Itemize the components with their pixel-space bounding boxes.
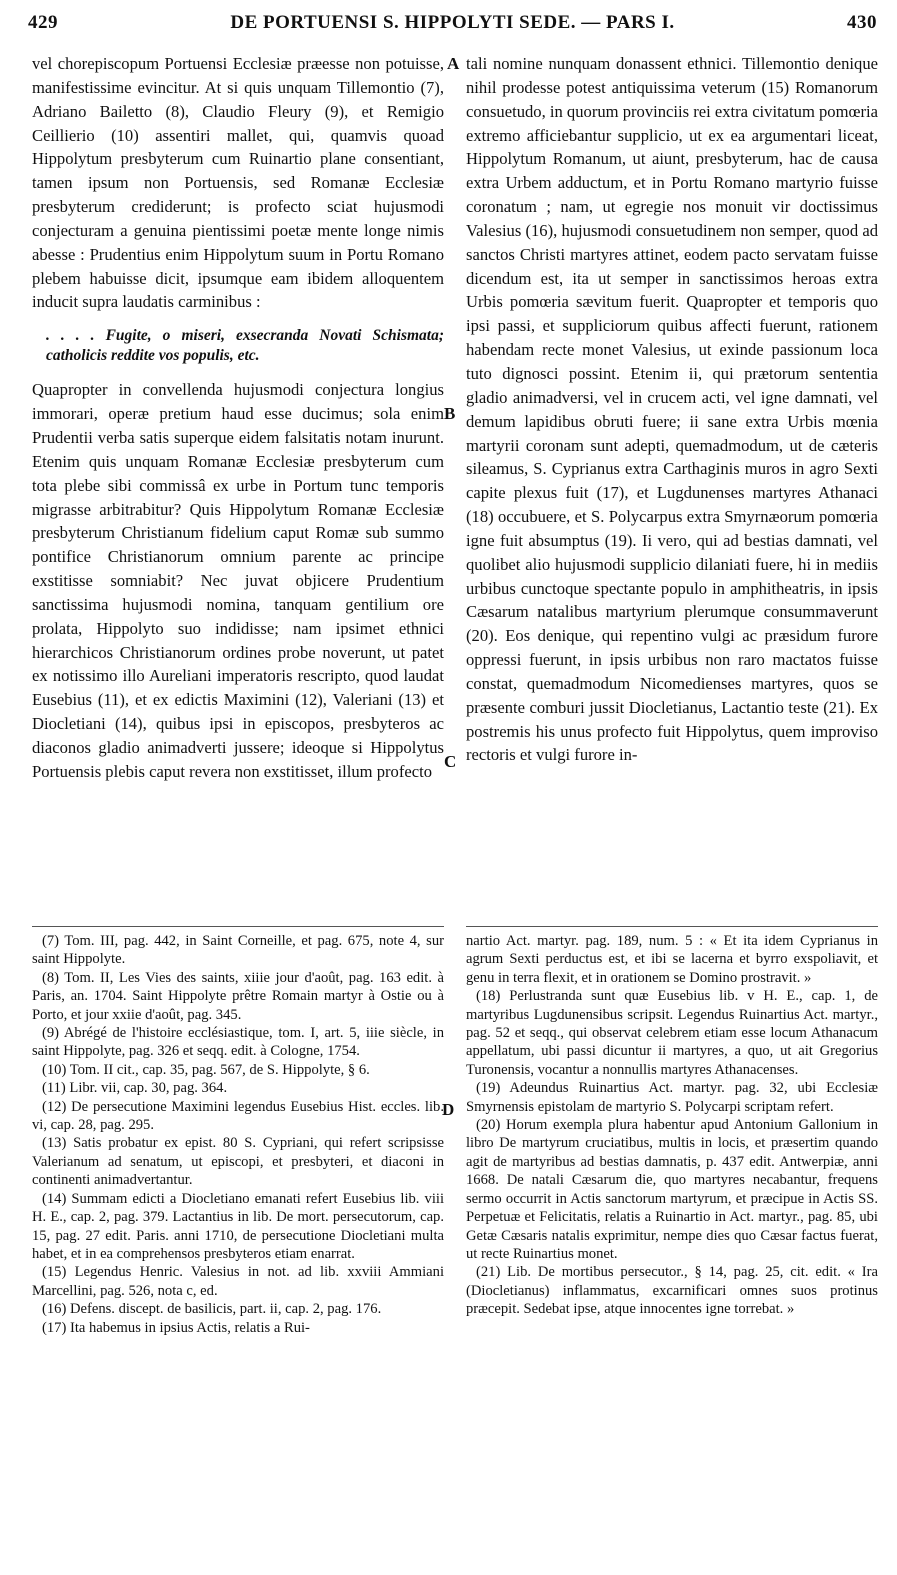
right-column [466, 52, 878, 767]
footnote-11: (11) Libr. vii, cap. 30, pag. 364. [42, 1080, 228, 1097]
right-paragraph-1: tali nomine nunquam donassent ethnici. Tillemontio denique nihil prodesse potest antiquissima veterum (15) Romanorum consuetudo, in quorum provinciis rei extra civitatum pomœria extremo afficiebantur supplicio, ut ex ea argumentari liceat, Hippolytum Romanum, ut aiunt, presbyterum, hac de causa extra Urbem adductum, et in Portu Romano martyrio fuisse coronatum ; nam, ut egregie nos monuit vir doctissimus Valesius (16), hujusmodi consuetudinem non semper, quod ad sanctos Christi martyres attinet, eodem pacto servatam fuisse dicendum est, ita ut semper in sanctissimos heroas extra Urbis pomœria sævitum fuerit. Quapropter et temporis quo ipsi passi, et suppliciorum quibus affecti fuerunt, rationem habendam recte monet Valesius, ut exinde passionum loca tuto dignosci possint. Etenim ii, qui prætorum sententia gladio animadversi, vel in crucem acti, vel igne damnati, vel demum lapidibus obruti fuere; ii sane extra Urbis mœnia martyrii coronam sunt adepti, quemadmodum, ut de cæteris sileamus, S. Cyprianus extra Carthaginis muros in agro Sexti capite plexus fuit (17), et Lugdunenses martyres Athanaci (18) occubuere, et S. Polycarpus extra Smyrnæorum pomœria igne fuit absumptus (19). Ii vero, qui ad bestias damnati, vel quolibet alio hujusmodi supplicio dilaniati fuere, hi in mediis urbibus cunctoque spectante populo in amphitheatris, in ipsis Cæsarum natalibus martyrium plerumque consummaverunt (20). Eos denique, qui repentino vulgi ac præsidum furore oppressi fuerunt, in ipsis urbibus non raro mactatos fuisse constat, quemadmodum Nicomedienses martyres, quos se præsente comburi jussit Diocletianus, Lactantio teste (21). Ex postremis his unus profecto fuit Hippolytus, quem improviso rectoris et vulgi furore in- [466, 54, 878, 765]
footnotes-left [32, 932, 444, 1337]
margin-letter-c: C [444, 752, 457, 771]
footnote-8: (8) Tom. II, Les Vies des saints, xiiie jour d'août, pag. 163 edit. à Paris, an. 1704. Saint Hippolyte prêtre Romain martyr à Ostie ou à Porto, et jour xxiie d'août, pag. 345. [32, 969, 444, 1023]
margin-letter-a: A [447, 54, 460, 73]
left-paragraph-1: vel chorepiscopum Portuensi Ecclesiæ præesse non potuisse, manifestissime evincitur. At si quis unquam Tillemontio (7), Adriano Bailetto (8), Claudio Fleury (9), et Remigio Ceillierio (10) assentiri mallet, qui, quamvis quoad Hippolytum presbyterum cum Ruinartio plane consentiant, tamen ipsum non Portuensis, sed Romanæ Ecclesiæ presbyterum crediderunt; is profecto sciat hujusmodi conjecturam a genuina pientissimi poetæ mente longe nimis abesse : Prudentius enim Hippolytum suum in Portu Romano plebem habuisse dicit, ipsumque eam ibidem alloquentem inducit supra laudatis carminibus : [32, 54, 444, 312]
running-title: DE PORTUENSI S. HIPPOLYTI SEDE. — PARS I. [230, 12, 675, 33]
footnote-18: (18) Perlustranda sunt quæ Eusebius lib. v H. E., cap. 1, de martyribus Lugdunensibus scripsit. Legendus Ruinartius Act. martyr., pag. 52 et seqq., qui observat celebrem etiam esse locum Athanacum appellatum, ubi passi dicuntur ii martyres, a quo, ut ait Gregorius Turonensis, vocantur a nonnullis martyres Athanacenses. [466, 988, 878, 1078]
left-column [32, 52, 444, 784]
footnote-rule-left [32, 926, 444, 927]
footnote-16: (16) Defens. discept. de basilicis, part. ii, cap. 2, pag. 176. [42, 1301, 382, 1318]
margin-letter-d: D [442, 1100, 455, 1119]
footnote-17: (17) Ita habemus in ipsius Actis, relatis a Rui- [42, 1319, 310, 1336]
footnote-20: (20) Horum exempla plura habentur apud Antonium Gallonium in libro De martyrum cruciatibus, multis in locis, et præsertim quando agit de martyribus ad bestias damnatis, p. 437 edit. Antwerpiæ, anni 1668. De natali Cæsarum die, quo martyres necabantur, frequens sermo occurrit in Actis sanctorum martyrum, et præcipue in Actis SS. Perpetuæ et Felicitatis, relatis a Ruinartio in Act. martyr., pag. 85, ubi Getæ Cæsaris natalis exprimitur, nempe dies quo Cæsar factus fuerat, ut recte Ruinartius monet. [466, 1117, 878, 1262]
footnote-10: (10) Tom. II cit., cap. 35, pag. 567, de S. Hippolyte, § 6. [42, 1061, 370, 1078]
footnote-9: (9) Abrégé de l'histoire ecclésiastique, tom. I, art. 5, iiie siècle, in saint Hippolyte, pag. 326 et seqq. edit. à Cologne, 1754. [32, 1025, 444, 1060]
footnote-21: (21) Lib. De mortibus persecutor., § 14, pag. 25, cit. edit. « Ira (Diocletianus) inflammatus, excarnificari omnes suos protinus præcepit. Sedebat ipse, atque innocentes igne torrebat. » [466, 1264, 878, 1318]
footnote-rule-right [466, 926, 878, 927]
footnote-13: (13) Satis probatur ex epist. 80 S. Cypriani, qui refert scripsisse Valerianum ad senatum, ut episcopi, et presbyteri, et diaconi in continenti animadvertantur. [32, 1135, 444, 1189]
footnote-15: (15) Legendus Henric. Valesius in not. ad lib. xxviii Ammiani Marcellini, pag. 526, nota c, ed. [32, 1264, 444, 1299]
footnote-12: (12) De persecutione Maximini legendus Eusebius Hist. eccles. lib. vi, cap. 28, pag. 295. [32, 1098, 444, 1134]
footnote-14: (14) Summam edicti a Diocletiano emanati refert Eusebius lib. viii H. E., cap. 2, pag. 379. Lactantius in lib. De mort. persecutorum, cap. 15, pag. 27 edit. Paris. anni 1710, de persecutione Diocletiani multa habet, et in ea comprehensos presbyteros etiam enarrat. [32, 1190, 444, 1262]
page-number-left: 429 [28, 12, 58, 33]
left-paragraph-2: Quapropter in convellenda hujusmodi conjectura longius immorari, operæ pretium haud esse ducimus; sola enim Prudentii verba satis superque eidem falsitatis notam inurunt. Etenim quis unquam Romanæ Ecclesiæ presbyterum cum tota plebe sibi commissâ ex urbe in Portum tunc temporis migrasse arbitrabitur? Quis Hippolytum Romanæ Ecclesiæ presbyterum Christianum fidelium caput Romæ sub summo pontifice Christianorum omnium parente ac principe exstitisse somniabit? Nec juvat objicere Prudentium sanctissima hujusmodi nomina, tanquam gentilium ore prolata, Hippolyto suo indidisse; nam ipsimet ethnici hierarchicos Christianorum ordines probe noverunt, ut patet ex notissimo illo Aureliani imperatoris rescripto, quod laudat Eusebius (11), et ex edictis Maximini (12), Valeriani (13) et Diocletiani (14), quibus ipsi in episcopos, presbyteros ac diaconos gladio animadverti jussere; ideoque si Hippolytus Portuensis plebis caput revera non exstitisset, illum profecto [32, 380, 444, 781]
footnote-19: (19) Adeundus Ruinartius Act. martyr. pag. 32, ubi Ecclesiæ Smyrnensis epistolam de martyrio S. Polycarpi scriptam refert. [466, 1080, 878, 1115]
footnote-17-continued: nartio Act. martyr. pag. 189, num. 5 : « Et ita idem Cyprianus in agrum Sexti perductus est, et ibi se lacerna et byrro exspoliavit, et genu in terra flexit, et in orationem se Domino prostravit. » [466, 933, 878, 986]
page-header [28, 12, 877, 42]
page-number-right: 430 [847, 12, 877, 33]
footnotes-right [466, 932, 878, 1319]
prudentius-verse-quote: . . . . Fugite, o miseri, exsecranda Novati Schismata; catholicis reddite vos populis, etc. [46, 327, 444, 365]
footnote-7: (7) Tom. III, pag. 442, in Saint Corneille, et pag. 675, note 4, sur saint Hippolyte. [32, 933, 444, 968]
margin-letter-b: B [444, 404, 456, 423]
